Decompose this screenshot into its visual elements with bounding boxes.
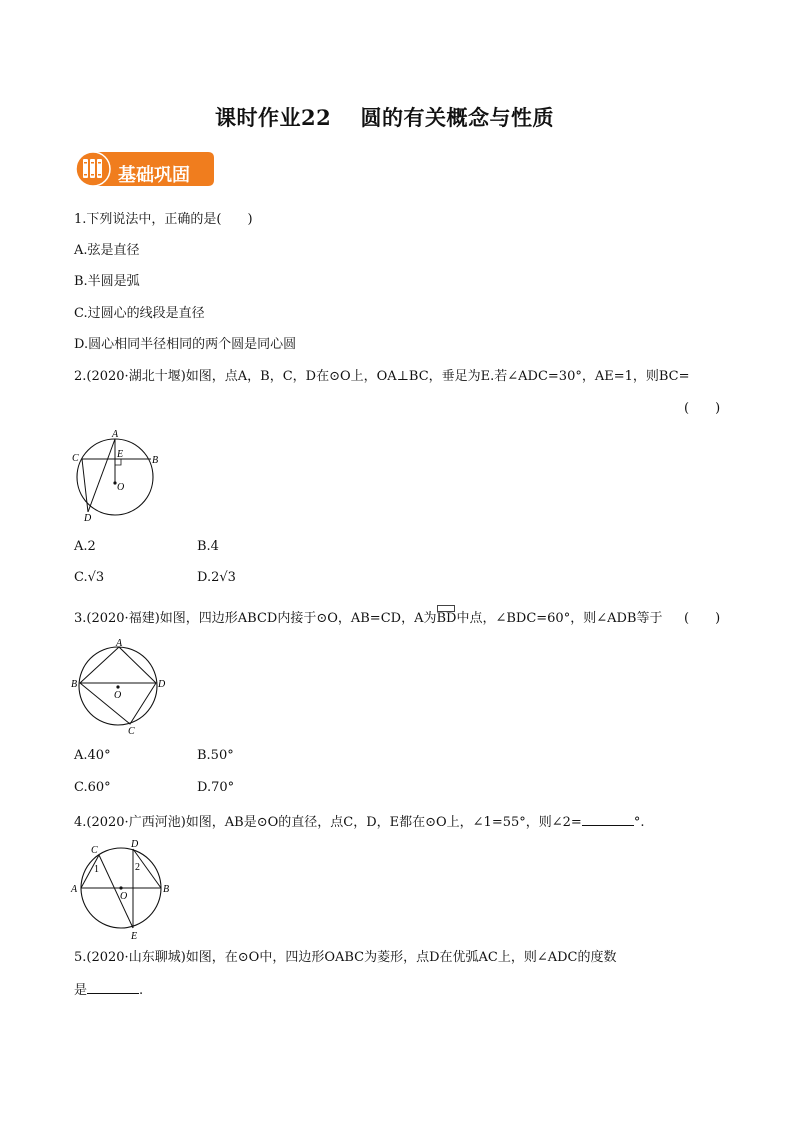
q5-stem: 5.(2020·山东聊城)如图，在⊙O中，四边形OABC为菱形，点D在优弧AC上，则∠ADC的度数 (74, 950, 617, 965)
q1-option-c: C.过圆心的线段是直径 (74, 306, 205, 321)
q4-label-d: D (131, 839, 139, 850)
q3-option-a: A.40° (74, 748, 111, 763)
q3-option-c: C.60° (74, 780, 111, 795)
q4-stem: 4.(2020·广西河池)如图，AB是⊙O的直径，点C，D，E都在⊙O上，∠1=55°，则∠2= °. (74, 815, 645, 830)
arc-mark-icon (437, 605, 455, 612)
q4-label-a: A (71, 884, 78, 895)
section-label: 基础巩固 (118, 165, 190, 186)
q2-label-c: C (72, 453, 79, 464)
q2-stem: 2.(2020·湖北十堰)如图，点A，B，C，D在⊙O上，OA⊥BC，垂足为E.若∠ADC=30°，AE=1，则BC= (74, 369, 690, 384)
q1-stem: 1.下列说法中，正确的是( ) (74, 212, 253, 227)
q2-answer-paren: ( ) (684, 401, 721, 416)
q3-label-a: A (116, 638, 123, 649)
q3-option-b: B.50° (197, 748, 234, 763)
q1-option-d: D.圆心相同半径相同的两个圆是同心圆 (74, 337, 297, 352)
q4-label-e: E (131, 931, 138, 940)
q4-label-c: C (91, 845, 98, 856)
q1-option-b: B.半圆是弧 (74, 274, 140, 289)
q4-figure (68, 838, 176, 940)
q2-option-b: B.4 (197, 539, 219, 554)
q3-label-b: B (71, 679, 78, 690)
q3-figure (68, 638, 172, 738)
q4-angle-1: 1 (94, 864, 99, 875)
q2-label-o: O (117, 482, 125, 493)
q3-option-d: D.70° (197, 780, 235, 795)
q3-stem: 3.(2020·福建)如图，四边形ABCD内接于⊙O，AB=CD，A为 BD中点，∠BDC=60°，则∠ADB等于 (74, 612, 662, 625)
q2-option-a: A.2 (74, 539, 96, 554)
q2-option-d: D.2√3 (197, 570, 236, 585)
q3-label-o: O (114, 690, 122, 701)
q3-label-c: C (128, 726, 135, 737)
q2-label-a: A (112, 429, 119, 440)
page-title: 课时作业22 圆的有关概念与性质 (215, 105, 555, 130)
q2-figure (68, 428, 168, 524)
q2-label-b: B (152, 455, 159, 466)
q4-answer-blank[interactable] (582, 815, 634, 826)
q5-answer-blank[interactable] (87, 983, 139, 994)
q2-label-d: D (84, 513, 92, 524)
q2-option-c: C.√3 (74, 570, 105, 585)
books-icon (83, 159, 102, 178)
q4-angle-2: 2 (135, 862, 140, 873)
q3-label-d: D (158, 679, 166, 690)
q4-label-b: B (163, 884, 170, 895)
q5-stem-line2: 是 . (74, 983, 144, 998)
q1-option-a: A.弦是直径 (74, 243, 140, 258)
q4-label-o: O (120, 891, 128, 902)
q3-answer-paren: ( ) (684, 611, 721, 626)
q2-label-e: E (117, 449, 124, 460)
